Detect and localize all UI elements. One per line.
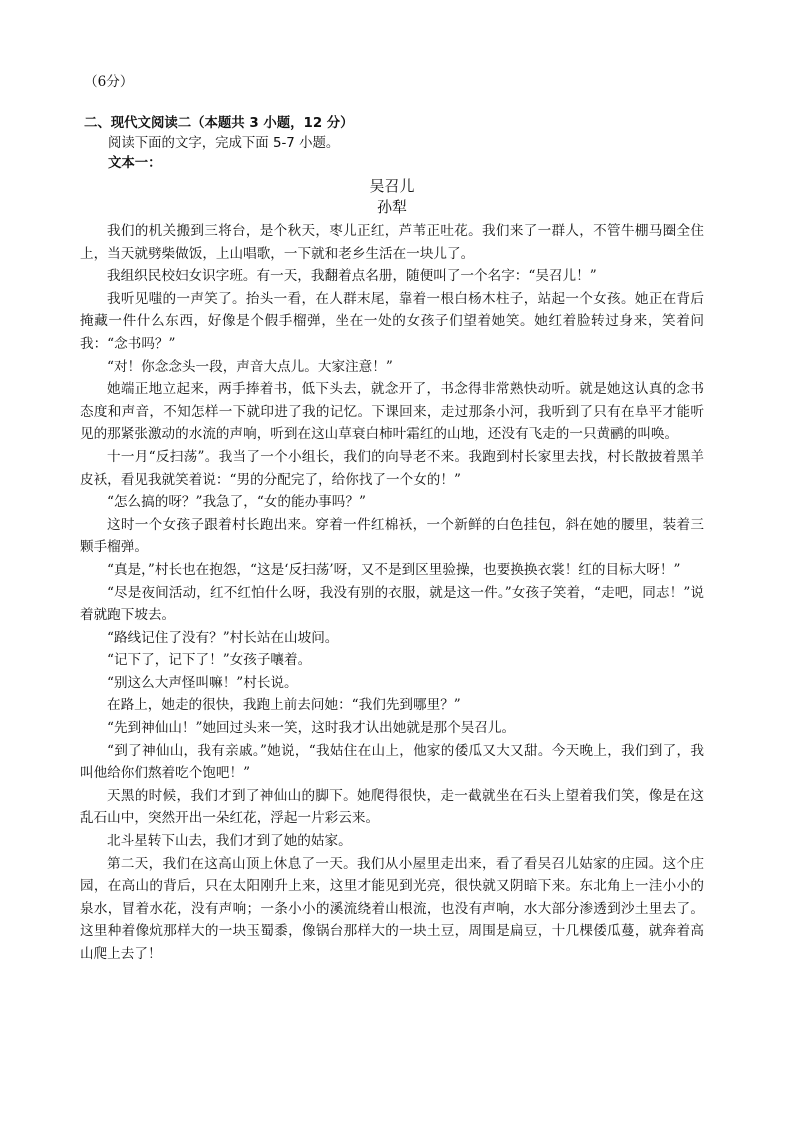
paragraph: 天黑的时候，我们才到了神仙山的脚下。她爬得很快，走一截就坐在石头上望着我们笑，像是在这乱石山中，突然开出一朵红花，浮起一片彩云来。 bbox=[80, 787, 704, 827]
paragraph: 第二天，我们在这高山顶上休息了一天。我们从小屋里走出来，看了看吴召儿姑家的庄园。这个庄园，在高山的背后，只在太阳刚升上来，这里才能见到光亮，很快就又阴暗下来。东北角上一洼小小的泉水，冒着水花，没有声响；一条小小的溪流绕着山根流，也没有声响，水大部分渗透到沙土里去了。这里种着像炕那样大的一块玉蜀黍，像锅台那样大的一块土豆，周围是扁豆，十几棵倭瓜蔓，就奔着高山爬上去了！ bbox=[80, 855, 704, 962]
paragraph: 这时一个女孩子跟着村长跑出来。穿着一件红棉袄，一个新鲜的白色挂包，斜在她的腰里，装着三颗手榴弹。 bbox=[80, 516, 704, 556]
article-body bbox=[80, 220, 704, 966]
paragraph: 她端正地立起来，两手捧着书，低下头去，就念开了，书念得非常熟快动听。就是她这认真的念书态度和声音，不知怎样一下就印进了我的记忆。下课回来，走过那条小河，我听到了只有在阜平才能听见的那紧张激动的水流的声响，听到在这山草衰白柿叶霜红的山地，还没有飞走的一只黄鹂的叫唤。 bbox=[80, 381, 704, 443]
paragraph: 我听见嗤的一声笑了。抬头一看，在人群末尾，靠着一根白杨木柱子，站起一个女孩。她正在背后掩藏一件什么东西，好像是个假手榴弹，坐在一处的女孩子们望着她笑。她红着脸转过身来，笑着问我：“念书吗？” bbox=[80, 290, 704, 352]
section-title: 二、现代文阅读二（本题共 3 小题，12 分） bbox=[84, 116, 354, 131]
article-title: 吴召儿 bbox=[369, 177, 415, 195]
paragraph: 我们的机关搬到三将台，是个秋天，枣儿正红，芦苇正吐花。我们来了一群人，不管牛棚马圈全住上，当天就劈柴做饭，上山唱歌，一下就和老乡生活在一块儿了。 bbox=[80, 223, 704, 262]
question-score: （6分） bbox=[84, 74, 134, 90]
article-author: 孙犁 bbox=[376, 198, 407, 216]
paragraph: “先到神仙山！”她回过头来一笑，这时我才认出她就是那个吴召儿。 bbox=[107, 720, 516, 737]
paragraph: “路线记住了没有？”村长站在山坡问。 bbox=[107, 629, 339, 646]
paragraph: “对！你念念头一段，声音大点儿。大家注意！” bbox=[107, 358, 393, 375]
paragraph: 十一月“反扫荡”。我当了一个小组长，我们的向导老不来。我跑到村长家里去找，村长散披着黑羊皮袄，看见我就笑着说：“男的分配完了，给你找了一个女的！” bbox=[80, 448, 704, 488]
text-label: 文本一： bbox=[108, 156, 162, 171]
paragraph: 我组织民校妇女识字班。有一天，我翻着点名册，随便叫了一个名字：“吴召儿！” bbox=[107, 268, 597, 285]
paragraph: “真是，”村长也在抱怨，“这是‘反扫荡’呀，又不是到区里验操，也要换换衣裳！红的目标大呀！” bbox=[107, 561, 681, 578]
paragraph: “到了神仙山，我有亲戚。”她说，“我姑住在山上，他家的倭瓜又大又甜。今天晚上，我们到了，我叫他给你们熬着吃个饱吧！” bbox=[80, 742, 704, 782]
paragraph: “记下了，记下了！”女孩子嚷着。 bbox=[107, 652, 312, 669]
paragraph: 北斗星转下山去，我们才到了她的姑家。 bbox=[107, 833, 352, 850]
paragraph: “怎么搞的呀？”我急了，“女的能办事吗？” bbox=[107, 494, 366, 511]
paragraph: “尽是夜间活动，红不红怕什么呀，我没有别的衣服，就是这一件。”女孩子笑着，“走吧，同志！”说着就跑下坡去。 bbox=[80, 584, 704, 624]
instruction-text: 阅读下面的文字，完成下面 5-7 小题。 bbox=[108, 136, 340, 151]
paragraph: 在路上，她走的很快，我跑上前去问她：“我们先到哪里？” bbox=[107, 697, 461, 714]
paragraph: “别这么大声怪叫嘛！”村长说。 bbox=[107, 674, 298, 691]
